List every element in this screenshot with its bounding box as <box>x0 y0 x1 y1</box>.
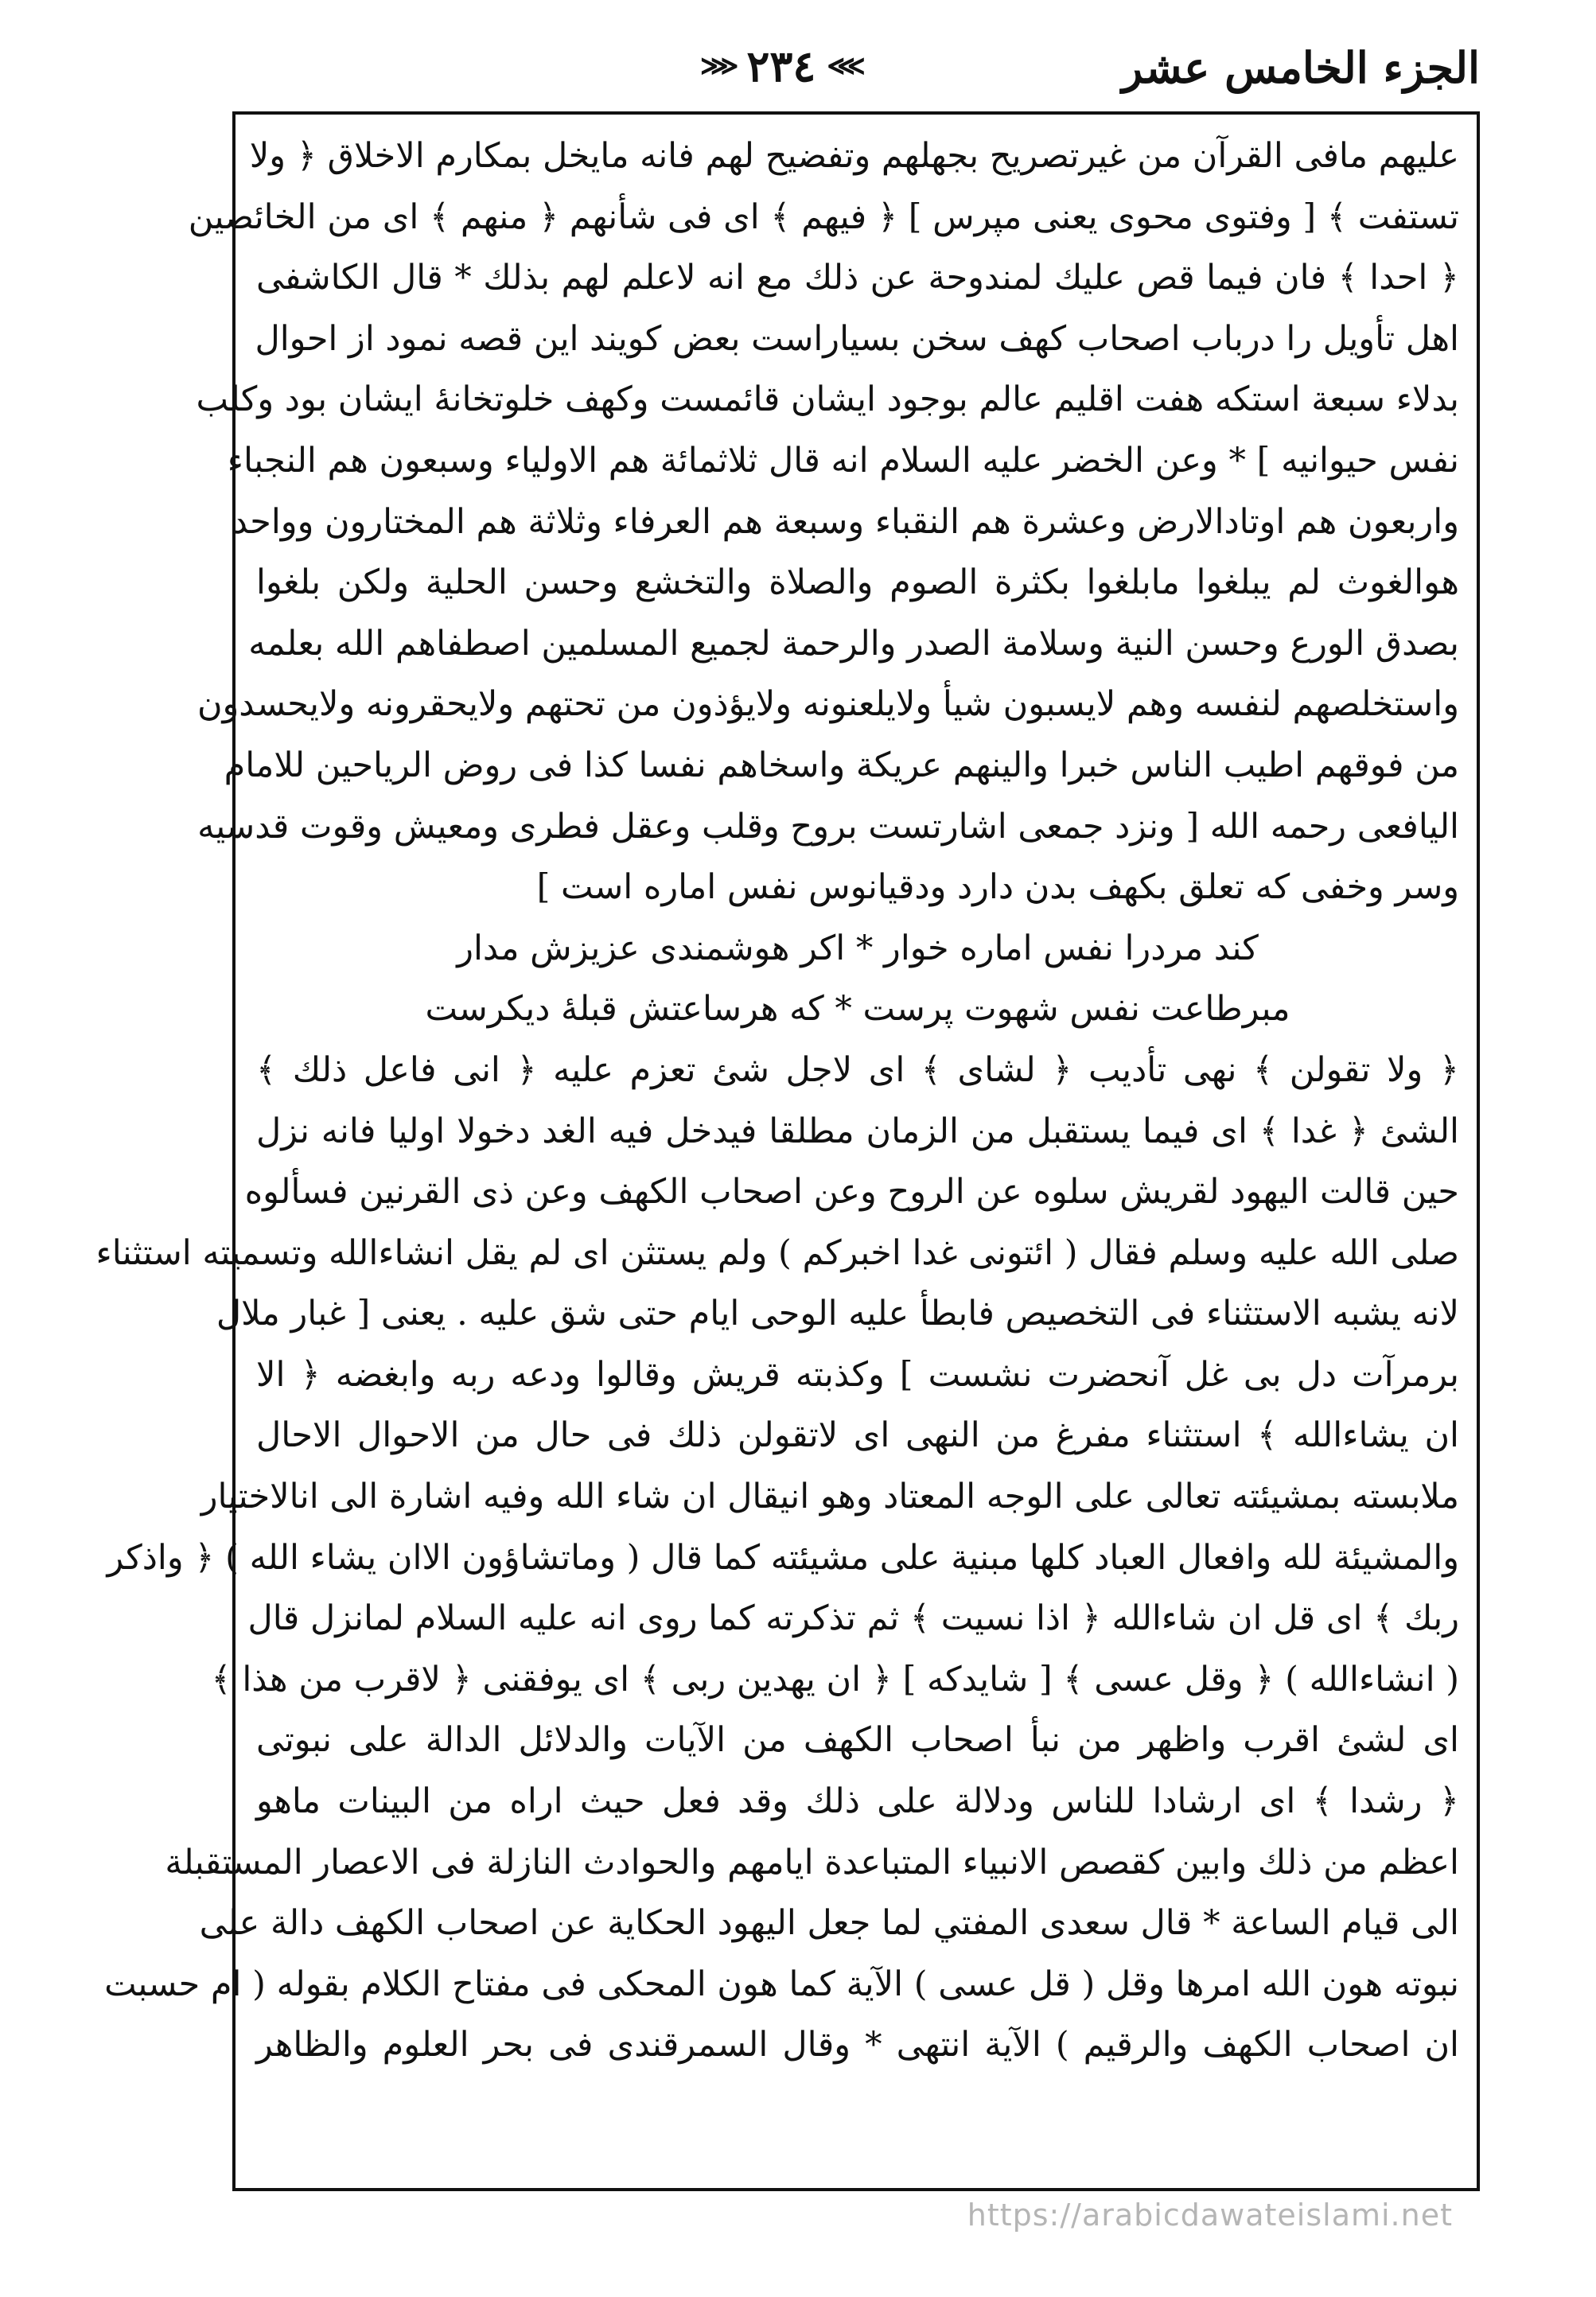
text-line: ﴿ احدا ﴾ فان فيما قص عليك لمندوحة عن ذلك مع انه لاعلم لهم بذلك * قال الكاشفى <box>256 258 1459 298</box>
text-line: عليهم مافى القرآن من غيرتصريح بجهلهم وتفضيح لهم فانه مايخل بمكارم الاخلاق ﴿ ولا <box>249 136 1459 176</box>
text-line: لانه يشبه الاستثناء فى التخصيص فابطأ عليه الوحى ايام حتى شق عليه . يعنى [ غبار ملال <box>216 1294 1459 1334</box>
text-line: صلى الله عليه وسلم فقال ( ائتونى غدا اخبركم ) ولم يستثن اى لم يقل انشاءالله وتسميته استثناء <box>95 1232 1459 1273</box>
text-line: الى قيام الساعة * قال سعدى المفتي لما جعل اليهود الحكاية عن اصحاب الكهف دالة على <box>199 1903 1459 1944</box>
page-number-group <box>700 38 862 94</box>
text-line: ملابسته بمشيئته تعالى على الوجه المعتاد وهو انيقال ان شاء الله وفيه اشارة الى انالاختيار <box>200 1477 1459 1517</box>
text-line: واستخلصهم لنفسه وهم لايسبون شيأ ولايلعنونه ولايؤذون من تحتهم ولايحقرونه ولايحسدون <box>197 684 1459 725</box>
text-line: حين قالت اليهود لقريش سلوه عن الروح وعن اصحاب الكهف وعن ذى القرنين فسألوه <box>244 1172 1459 1213</box>
text-line: ان يشاءالله ﴾ استثناء مفرغ من النهى اى لاتقولن ذلك فى حال من الاحوال الاحال <box>256 1415 1459 1456</box>
page-header <box>239 30 1480 102</box>
text-line: نبوته هون الله امرها وقل ( قل عسى ) الآية كما هون المحكى فى مفتاح الكلام بقوله ( ام حسبت <box>104 1964 1459 2004</box>
page-number: ٢٣٤ <box>746 41 816 91</box>
ornament-right-icon: ⋘ <box>827 50 862 82</box>
text-line: برمرآت دل بى غل آنحضرت نشست ] وكذبته قريش وقالوا ودعه ربه وابغضه ﴿ الا <box>256 1354 1459 1395</box>
text-line: الشئ ﴿ غدا ﴾ اى فيما يستقبل من الزمان مطلقا فيدخل فيه الغد دخولا اوليا فانه نزل <box>256 1111 1459 1151</box>
text-line: اليافعى رحمه الله [ ونزد جمعى اشارتست بروح وقلب وعقل فطرى ومعيش وقوت قدسيه <box>197 806 1459 847</box>
verse-line: مبرطاعت نفس شهوت پرست * كه هرساعتش قبلۀ ديكرست <box>425 989 1290 1030</box>
text-line: بصدق الورع وحسن النية وسلامة الصدر والرحمة لجميع المسلمين اصطفاهم الله بعلمه <box>248 623 1459 664</box>
text-line: واربعون هم اوتادالارض وعشرة هم النقباء وسبعة هم العرفاء وثلاثة هم المختارون وواحد <box>232 501 1459 542</box>
watermark: https://arabicdawateislami.net <box>967 2198 1453 2233</box>
text-line: من فوقهم اطيب الناس خبرا والينهم عريكة واسخاهم نفسا كذا فى روض الرياحين للامام <box>224 745 1459 785</box>
text-line: ﴿ رشدا ﴾ اى ارشادا للناس ودلالة على ذلك وقد فعل حيث اراه من البينات ماهو <box>256 1781 1459 1822</box>
verse-line: كند مردرا نفس اماره خوار * اكر هوشمندى عزيزش مدار <box>457 928 1259 968</box>
text-line: والمشيئة لله وافعال العباد كلها مبنية على مشيئته كما قال ( وماتشاؤون الاان يشاء الله ) ﴿ واذكر <box>107 1537 1459 1578</box>
text-line: بدلاء سبعة استكه هفت اقليم عالم بوجود ايشان قائمست وكهف خلوتخانۀ ايشان بود وكلب <box>196 380 1459 420</box>
text-line: اهل تأويل را درباب اصحاب كهف سخن بسياراست بعض كويند اين قصه نمود از احوال <box>255 318 1459 359</box>
text-line: اى لشئ اقرب واظهر من نبأ اصحاب الكهف من الآيات والدلائل الدالة على نبوتى <box>256 1720 1459 1761</box>
text-line: وسر وخفى كه تعلق بكهف بدن دارد ودقيانوس نفس اماره است ] <box>536 867 1459 908</box>
text-line: اعظم من ذلك وابين كقصص الانبياء المتباعدة ايامهم والحوادث النازلة فى الاعصار المستقبلة <box>165 1842 1459 1882</box>
text-line: ربك ﴾ اى قل ان شاءالله ﴿ اذا نسيت ﴾ ثم تذكرته كما روى انه عليه السلام لمانزل قال <box>247 1598 1459 1639</box>
ornament-left-icon: ⋙ <box>700 50 736 82</box>
text-block <box>95 126 1459 2076</box>
text-line: تستفت ﴾ [ وفتوى محوى يعنى مپرس ] ﴿ فيهم ﴾ اى فى شأنهم ﴿ منهم ﴾ اى من الخائضين <box>188 197 1459 237</box>
text-line: نفس حيوانيه ] * وعن الخضر عليه السلام انه قال ثلاثمائة هم الاولياء وسبعون هم النجباء <box>227 440 1459 481</box>
text-line: ﴿ ولا تقولن ﴾ نهى تأديب ﴿ لشاى ﴾ اى لاجل شئ تعزم عليه ﴿ انى فاعل ذلك ﴾ <box>256 1049 1459 1090</box>
text-line: هوالغوث لم يبلغوا مابلغوا بكثرة الصوم والصلاة والتخشع وحسن الحلية ولكن بلغوا <box>256 563 1459 603</box>
running-head: الجزء الخامس عشر <box>1122 42 1480 93</box>
text-line: ان اصحاب الكهف والرقيم ) الآية انتهى * وقال السمرقندى فى بحر العلوم والظاهر <box>256 2025 1459 2065</box>
text-line: ( انشاءالله ) ﴿ وقل عسى ﴾ [ شايدكه ] ﴿ ان يهدين ربى ﴾ اى يوفقنى ﴿ لاقرب من هذا ﴾ <box>211 1659 1459 1699</box>
